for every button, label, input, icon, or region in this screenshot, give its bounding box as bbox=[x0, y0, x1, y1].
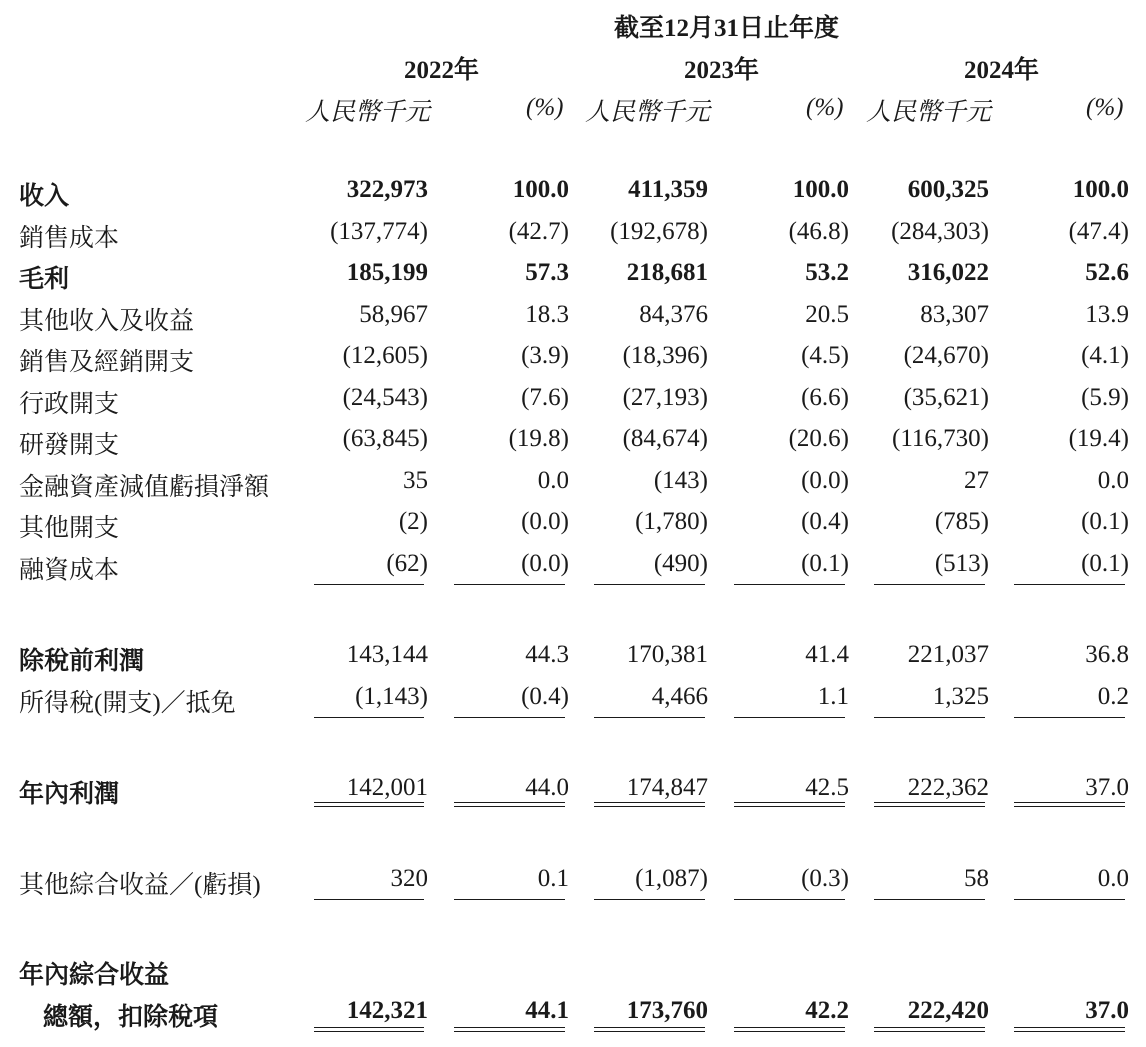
unit-pct-2022: (%) bbox=[526, 94, 564, 121]
subtotal-underline bbox=[1014, 899, 1125, 900]
cell-value: 4,466 bbox=[651, 683, 708, 710]
cell-value: (27,193) bbox=[622, 384, 708, 411]
cell-value: 170,381 bbox=[626, 641, 708, 668]
subtotal-underline bbox=[734, 717, 845, 718]
cell-value: 185,199 bbox=[346, 259, 428, 286]
year-header-2022: 2022年 bbox=[404, 57, 480, 84]
cell-value: 100.0 bbox=[512, 176, 569, 203]
total-double-underline bbox=[1014, 1027, 1125, 1032]
cell-value: 173,760 bbox=[626, 997, 708, 1024]
row-label: 融資成本 bbox=[19, 557, 120, 584]
cell-value: 316,022 bbox=[907, 259, 989, 286]
row-label: 年內利潤 bbox=[19, 781, 120, 808]
cell-value: 100.0 bbox=[1072, 176, 1129, 203]
cell-value: (5.9) bbox=[1081, 384, 1129, 411]
cell-value: 36.8 bbox=[1085, 641, 1129, 668]
cell-value: 100.0 bbox=[792, 176, 849, 203]
row-label: 其他開支 bbox=[19, 515, 120, 542]
cell-value: 142,001 bbox=[346, 774, 428, 801]
total-double-underline bbox=[734, 802, 845, 807]
cell-value: (0.4) bbox=[801, 508, 849, 535]
total-double-underline bbox=[594, 802, 705, 807]
cell-value: 174,847 bbox=[626, 774, 708, 801]
cell-value: 222,420 bbox=[907, 997, 989, 1024]
row-label: 金融資產減值虧損淨額 bbox=[19, 474, 270, 501]
cell-value: (24,670) bbox=[903, 342, 989, 369]
subtotal-underline bbox=[314, 584, 424, 585]
cell-value: 600,325 bbox=[907, 176, 989, 203]
row-label: 總額，扣除稅項 bbox=[43, 1004, 219, 1031]
subtotal-underline bbox=[1014, 717, 1125, 718]
cell-value: 411,359 bbox=[628, 176, 708, 203]
cell-value: (4.1) bbox=[1081, 342, 1129, 369]
total-double-underline bbox=[734, 1027, 845, 1032]
cell-value: (63,845) bbox=[342, 425, 428, 452]
row-label: 所得稅(開支)／抵免 bbox=[19, 690, 236, 717]
cell-value: 44.0 bbox=[525, 774, 569, 801]
cell-value: 27 bbox=[964, 467, 989, 494]
total-double-underline bbox=[454, 1027, 565, 1032]
cell-value: (4.5) bbox=[801, 342, 849, 369]
cell-value: (143) bbox=[653, 467, 708, 494]
cell-value: 13.9 bbox=[1085, 301, 1129, 328]
cell-value: 0.1 bbox=[537, 865, 569, 892]
subtotal-underline bbox=[874, 899, 985, 900]
cell-value: (3.9) bbox=[521, 342, 569, 369]
cell-value: 222,362 bbox=[907, 774, 989, 801]
total-double-underline bbox=[1014, 802, 1125, 807]
unit-amount-2022: 人民幣千元 bbox=[305, 99, 431, 126]
cell-value: (0.3) bbox=[801, 865, 849, 892]
cell-value: (116,730) bbox=[892, 425, 989, 452]
cell-value: 37.0 bbox=[1085, 774, 1129, 801]
cell-value: 320 bbox=[390, 865, 428, 892]
row-label: 銷售成本 bbox=[19, 225, 120, 252]
cell-value: 58 bbox=[964, 865, 989, 892]
cell-value: 41.4 bbox=[805, 641, 849, 668]
subtotal-underline bbox=[594, 584, 705, 585]
unit-amount-2023: 人民幣千元 bbox=[585, 99, 711, 126]
cell-value: 0.0 bbox=[1097, 865, 1129, 892]
year-header-2023: 2023年 bbox=[684, 57, 760, 84]
year-header-2024: 2024年 bbox=[964, 57, 1040, 84]
subtotal-underline bbox=[594, 899, 705, 900]
row-label: 其他收入及收益 bbox=[19, 308, 195, 335]
cell-value: (19.4) bbox=[1068, 425, 1129, 452]
cell-value: 57.3 bbox=[525, 259, 569, 286]
subtotal-underline bbox=[314, 899, 424, 900]
cell-value: 35 bbox=[403, 467, 428, 494]
cell-value: (490) bbox=[653, 550, 708, 577]
cell-value: 42.2 bbox=[805, 997, 849, 1024]
cell-value: (47.4) bbox=[1068, 218, 1129, 245]
subtotal-underline bbox=[454, 899, 565, 900]
subtotal-underline bbox=[734, 899, 845, 900]
cell-value: 221,037 bbox=[907, 641, 989, 668]
cell-value: (7.6) bbox=[521, 384, 569, 411]
cell-value: (284,303) bbox=[891, 218, 989, 245]
cell-value: 322,973 bbox=[346, 176, 428, 203]
cell-value: (12,605) bbox=[342, 342, 428, 369]
cell-value: (2) bbox=[398, 508, 428, 535]
total-double-underline bbox=[314, 1027, 424, 1032]
subtotal-underline bbox=[454, 717, 565, 718]
row-label: 除稅前利潤 bbox=[19, 648, 145, 675]
cell-value: 0.0 bbox=[1097, 467, 1129, 494]
cell-value: (1,780) bbox=[635, 508, 708, 535]
subtotal-underline bbox=[874, 584, 985, 585]
total-double-underline bbox=[594, 1027, 705, 1032]
row-label: 毛利 bbox=[19, 266, 70, 293]
cell-value: (192,678) bbox=[610, 218, 708, 245]
cell-value: 143,144 bbox=[346, 641, 428, 668]
row-label: 其他綜合收益／(虧損) bbox=[19, 872, 261, 899]
cell-value: (18,396) bbox=[622, 342, 708, 369]
unit-amount-2024: 人民幣千元 bbox=[866, 99, 992, 126]
cell-value: (137,774) bbox=[330, 218, 428, 245]
subtotal-underline bbox=[314, 717, 424, 718]
cell-value: (6.6) bbox=[801, 384, 849, 411]
cell-value: 1.1 bbox=[817, 683, 849, 710]
cell-value: (513) bbox=[934, 550, 989, 577]
cell-value: 20.5 bbox=[805, 301, 849, 328]
row-label: 研發開支 bbox=[19, 432, 120, 459]
cell-value: 84,376 bbox=[639, 301, 708, 328]
row-label: 行政開支 bbox=[19, 391, 120, 418]
total-double-underline bbox=[874, 802, 985, 807]
cell-value: (1,087) bbox=[635, 865, 708, 892]
period-header: 截至12月31日止年度 bbox=[614, 15, 840, 42]
cell-value: (35,621) bbox=[903, 384, 989, 411]
cell-value: (24,543) bbox=[342, 384, 428, 411]
unit-pct-2024: (%) bbox=[1086, 94, 1124, 121]
cell-value: 83,307 bbox=[920, 301, 989, 328]
cell-value: (19.8) bbox=[508, 425, 569, 452]
cell-value: (0.1) bbox=[1081, 550, 1129, 577]
cell-value: (0.1) bbox=[1081, 508, 1129, 535]
cell-value: (42.7) bbox=[508, 218, 569, 245]
cell-value: (785) bbox=[934, 508, 989, 535]
cell-value: 44.3 bbox=[525, 641, 569, 668]
cell-value: 142,321 bbox=[346, 997, 428, 1024]
total-double-underline bbox=[314, 802, 424, 807]
cell-value: 52.6 bbox=[1085, 259, 1129, 286]
subtotal-underline bbox=[874, 717, 985, 718]
cell-value: (0.4) bbox=[521, 683, 569, 710]
cell-value: (0.1) bbox=[801, 550, 849, 577]
subtotal-underline bbox=[594, 717, 705, 718]
total-double-underline bbox=[874, 1027, 985, 1032]
subtotal-underline bbox=[734, 584, 845, 585]
row-label: 銷售及經銷開支 bbox=[19, 349, 195, 376]
cell-value: 18.3 bbox=[525, 301, 569, 328]
subtotal-underline bbox=[454, 584, 565, 585]
cell-value: 218,681 bbox=[626, 259, 708, 286]
cell-value: 42.5 bbox=[805, 774, 849, 801]
cell-value: 44.1 bbox=[525, 997, 569, 1024]
cell-value: (1,143) bbox=[355, 683, 428, 710]
subtotal-underline bbox=[1014, 584, 1125, 585]
cell-value: (20.6) bbox=[788, 425, 849, 452]
cell-value: 1,325 bbox=[932, 683, 989, 710]
cell-value: (0.0) bbox=[801, 467, 849, 494]
row-label: 年內綜合收益 bbox=[19, 962, 170, 989]
cell-value: 53.2 bbox=[805, 259, 849, 286]
cell-value: 37.0 bbox=[1085, 997, 1129, 1024]
cell-value: (46.8) bbox=[788, 218, 849, 245]
cell-value: (62) bbox=[386, 550, 428, 577]
unit-pct-2023: (%) bbox=[806, 94, 844, 121]
cell-value: (0.0) bbox=[521, 508, 569, 535]
cell-value: (0.0) bbox=[521, 550, 569, 577]
cell-value: 0.0 bbox=[537, 467, 569, 494]
cell-value: 0.2 bbox=[1097, 683, 1129, 710]
cell-value: 58,967 bbox=[359, 301, 428, 328]
row-label: 收入 bbox=[19, 183, 70, 210]
total-double-underline bbox=[454, 802, 565, 807]
cell-value: (84,674) bbox=[622, 425, 708, 452]
